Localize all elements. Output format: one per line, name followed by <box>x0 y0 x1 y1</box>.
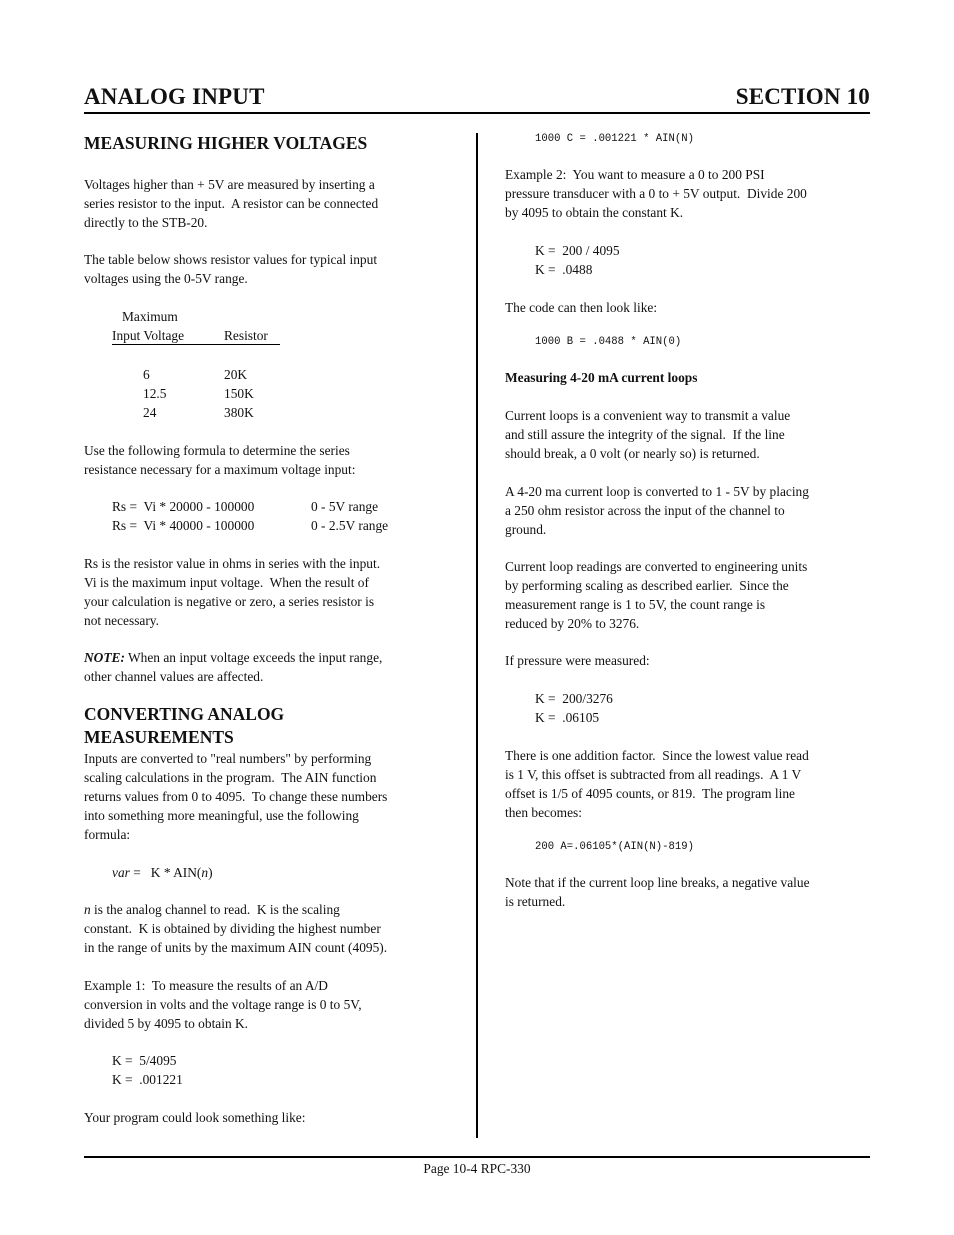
table-cell-voltage: 24 <box>143 405 157 420</box>
section-title-left: ANALOG INPUT <box>84 84 265 109</box>
code-line: 1000 C = .001221 * AIN(N) <box>535 133 694 145</box>
paragraph: Inputs are converted to "real numbers" by performing scaling calculations in the program. The AIN function returns values from 0 to 4095. To change these numbers into something more meaningful, use the following formula: <box>84 751 388 842</box>
heading-converting-analog-measurements: CONVERTING ANALOG MEASUREMENTS <box>84 704 285 747</box>
paragraph: If pressure were measured: <box>505 653 650 668</box>
paragraph: There is one addition factor. Since the lowest value read is 1 V, this offset is subtracted from all readings. A 1 V offset is 1/5 of 4095 counts, or 819. The program line then becomes: <box>505 748 809 820</box>
heading-current-loops: Measuring 4-20 mA current loops <box>505 370 698 385</box>
paragraph: Your program could look something like: <box>84 1110 306 1125</box>
paragraph: Rs is the resistor value in ohms in series with the input. Vi is the maximum input voltage. When the result of your calculation is negative or zero, a series resistor is not necessary. <box>84 556 381 628</box>
note-label: NOTE: <box>84 650 125 665</box>
formula-range: 0 - 5V range <box>311 499 379 514</box>
table-cell-voltage: 6 <box>143 367 150 382</box>
k-values: K = 200/3276 K = .06105 <box>535 691 613 725</box>
paragraph: A 4-20 ma current loop is converted to 1 - 5V by placing a 250 ohm resistor across the input of the channel to ground. <box>505 484 809 537</box>
header-rule <box>84 112 870 114</box>
paragraph: Example 1: To measure the results of an A/D conversion in volts and the voltage range is 0 to 5V, divided 5 by 4095 to obtain K. <box>84 978 362 1031</box>
table-cell-voltage: 12.5 <box>143 386 167 401</box>
section-title-right: SECTION 10 <box>735 84 870 109</box>
table-header-resistor: Resistor <box>224 328 268 343</box>
table-header-maximum: Maximum <box>122 309 178 324</box>
page-footer: Page 10-4 RPC-330 <box>423 1161 531 1176</box>
paragraph: Example 2: You want to measure a 0 to 200 PSI pressure transducer with a 0 to + 5V output. Divide 200 by 4095 to obtain the constant K. <box>505 167 807 220</box>
paragraph: Current loops is a convenient way to transmit a value and still assure the integrity of the signal. If the line should break, a 0 volt (or nearly so) is returned. <box>505 408 791 461</box>
paragraph: Voltages higher than + 5V are measured by inserting a series resistor to the input. A resistor can be connected directly to the STB-20. <box>84 177 379 230</box>
formula-range: 0 - 2.5V range <box>311 518 389 533</box>
k-values: K = 200 / 4095 K = .0488 <box>535 243 620 277</box>
code-line: 200 A=.06105*(AIN(N)-819) <box>535 841 694 853</box>
paragraph: The code can then look like: <box>505 300 658 315</box>
table-cell-resistor: 380K <box>224 405 254 420</box>
paragraph: n is the analog channel to read. K is the scaling constant. K is obtained by dividing the highest number in the range of units by the maximum AIN count (4095). <box>84 902 388 955</box>
paragraph: Note that if the current loop line breaks, a negative value is returned. <box>505 875 810 909</box>
table-cell-resistor: 150K <box>224 386 254 401</box>
footer-rule <box>84 1156 870 1158</box>
formula-line: Rs = Vi * 20000 - 100000 <box>112 499 255 514</box>
table-cell-resistor: 20K <box>224 367 248 382</box>
code-line: 1000 B = .0488 * AIN(0) <box>535 336 682 348</box>
paragraph: Current loop readings are converted to engineering units by performing scaling as described earlier. Since the measurement range is 1 to 5V, the count range is reduced by 20% to 3276. <box>505 559 808 631</box>
paragraph: Use the following formula to determine the series resistance necessary for a maximum voltage input: <box>84 443 356 477</box>
paragraph: The table below shows resistor values for typical input voltages using the 0-5V range. <box>84 252 378 286</box>
column-divider <box>476 133 478 1138</box>
k-values: K = 5/4095 K = .001221 <box>112 1053 183 1087</box>
note-paragraph: NOTE: When an input voltage exceeds the input range, other channel values are affected. <box>84 650 383 684</box>
table-header-input-voltage: Input Voltage <box>112 328 185 343</box>
heading-measuring-higher-voltages: MEASURING HIGHER VOLTAGES <box>84 133 368 153</box>
var-formula: var = K * AIN(n) <box>112 865 213 880</box>
formula-line: Rs = Vi * 40000 - 100000 <box>112 518 255 533</box>
